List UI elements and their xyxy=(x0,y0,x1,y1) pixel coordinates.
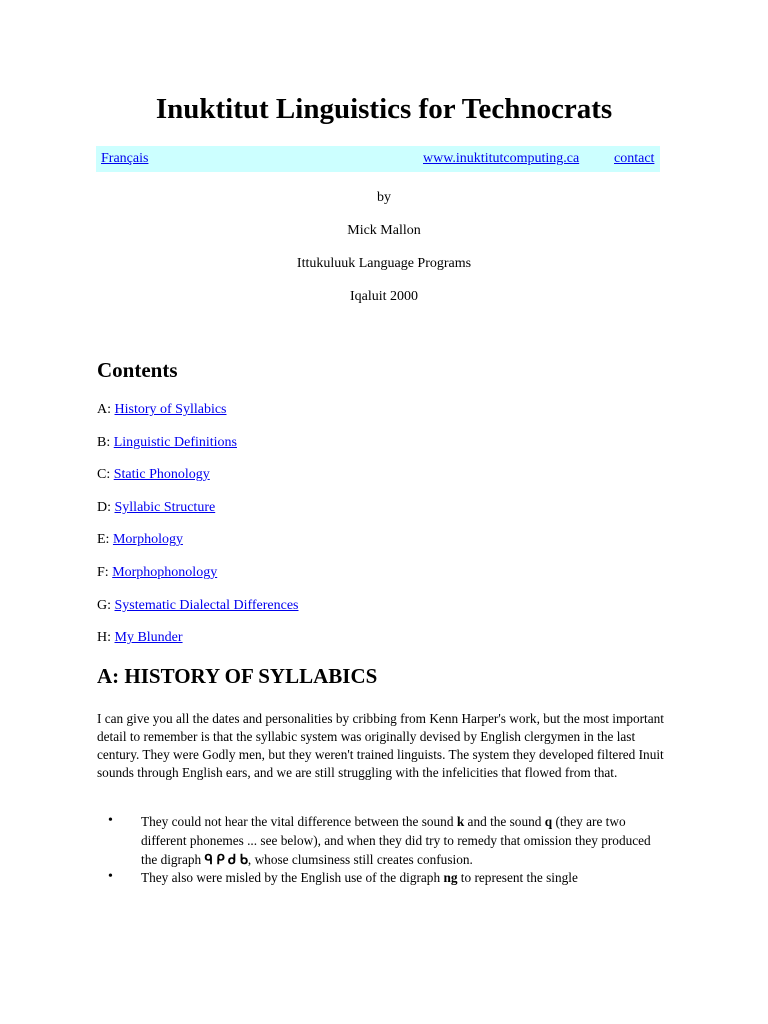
toc-link-systematic-dialectal-differences[interactable]: Systematic Dialectal Differences xyxy=(114,598,299,613)
toc-letter: B: xyxy=(97,435,111,450)
byline-organization: Ittukuluuk Language Programs xyxy=(296,256,472,271)
digraph-ng: ng xyxy=(443,870,458,885)
toc-letter: A: xyxy=(97,402,111,417)
letter-q: q xyxy=(544,814,553,829)
toc-letter: H: xyxy=(97,630,111,645)
section-a-paragraph: I can give you all the dates and personalities by cribbing from Kenn Harper's work, but the most important detail to remember is that the syllabic system was originally devised by English clergymen in the last century. They were Godly men, but they weren't trained linguists. The system they developed filtered Inuit sounds through English ears, and we are still struggling with the infelicities that flowed from that. xyxy=(97,711,665,780)
toc-letter: G: xyxy=(97,598,111,613)
toc-link-history-of-syllabics[interactable]: History of Syllabics xyxy=(114,402,227,417)
toc-link-static-phonology[interactable]: Static Phonology xyxy=(113,467,210,482)
toc-item xyxy=(97,434,237,452)
byline-place-year: Iqaluit 2000 xyxy=(349,289,419,304)
contents-heading: Contents xyxy=(97,358,178,382)
bullet-marker: • xyxy=(108,869,113,884)
section-a-heading: A: HISTORY OF SYLLABICS xyxy=(97,664,378,688)
toc-link-my-blunder[interactable]: My Blunder xyxy=(114,630,183,645)
toc-item xyxy=(97,564,217,582)
toc-item xyxy=(97,401,227,419)
toc-letter: D: xyxy=(97,500,111,515)
letter-k: k xyxy=(456,814,465,829)
toc-item xyxy=(97,466,210,484)
toc-link-syllabic-structure[interactable]: Syllabic Structure xyxy=(114,500,216,515)
toc-link-linguistic-definitions[interactable]: Linguistic Definitions xyxy=(113,435,237,450)
contact-link[interactable]: contact xyxy=(614,151,655,166)
toc-link-morphology[interactable]: Morphology xyxy=(112,532,183,547)
byline-by: by xyxy=(377,190,391,205)
toc-link-morphophonology[interactable]: Morphophonology xyxy=(112,565,218,580)
syllabic-digraph: ᑫ ᑭ ᑯ ᑲ xyxy=(204,852,248,867)
bullet-marker: • xyxy=(108,813,113,828)
website-link[interactable]: www.inuktitutcomputing.ca xyxy=(423,151,580,166)
toc-letter: F: xyxy=(97,565,109,580)
toc-item xyxy=(97,531,183,549)
toc-item xyxy=(97,597,299,615)
page-title: Inuktitut Linguistics for Technocrats xyxy=(155,93,613,125)
byline-author: Mick Mallon xyxy=(347,223,421,238)
bullet-item-2: They also were misled by the English use of the digraph ng to represent the single xyxy=(141,870,578,885)
language-nav-bar xyxy=(96,146,660,172)
toc-letter: E: xyxy=(97,532,110,547)
francais-link[interactable]: Français xyxy=(101,151,149,166)
toc-item xyxy=(97,499,215,517)
toc-item xyxy=(97,629,183,647)
bullet-item-1: They could not hear the vital difference between the sound k and the sound q (they are two different phonemes ... see below), and when they did try to remedy that omission they produced the digraph ᑫ ᑭ ᑯ ᑲ, whose clumsiness still creates confusion. xyxy=(141,814,651,867)
toc-letter: C: xyxy=(97,467,111,482)
